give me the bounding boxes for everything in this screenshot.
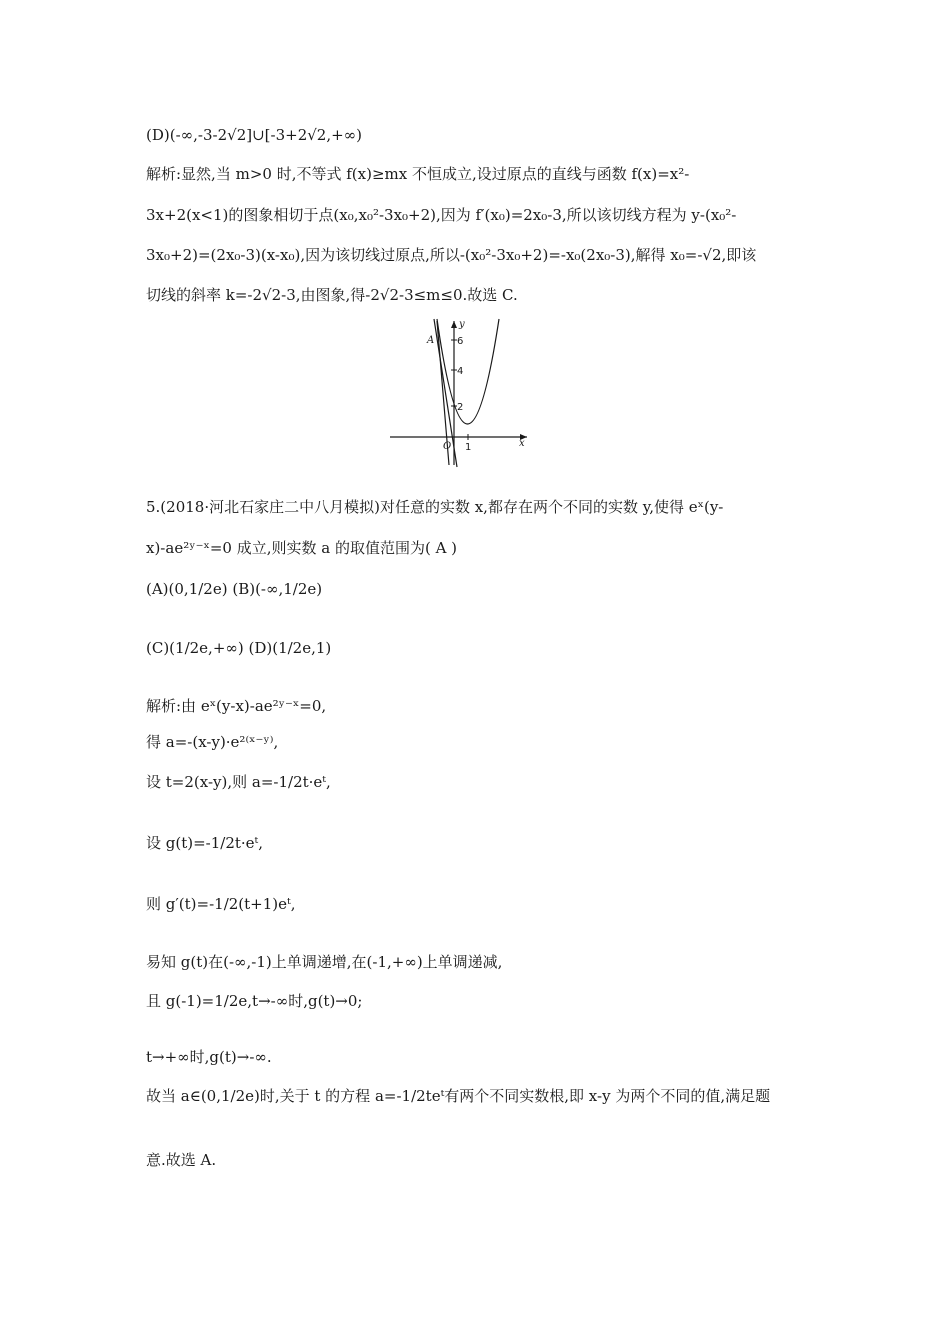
text-line-q5-options-ab: (A)(0,1/2e) (B)(-∞,1/2e) <box>146 580 323 598</box>
text-line-q5-stem-2: x)-ae²ʸ⁻ˣ=0 成立,则实数 a 的取值范围为( A ) <box>146 539 458 557</box>
text-line-q5-analysis-6: 易知 g(t)在(-∞,-1)上单调递增,在(-1,+∞)上单调递减, <box>146 953 503 971</box>
text-line-q5-analysis-3: 设 t=2(x-y),则 a=-1/2t·eᵗ, <box>146 773 331 791</box>
tick-y-2: 2 <box>457 402 464 413</box>
text-line-q5-analysis-5: 则 g′(t)=-1/2(t+1)eᵗ, <box>146 895 296 913</box>
text-line-q5-analysis-7: 且 g(-1)=1/2e,t→-∞时,g(t)→0; <box>146 992 363 1010</box>
origin-label: O <box>443 441 452 452</box>
parabola-curve <box>437 319 499 424</box>
text-line-q4-analysis-3: 3x₀+2)=(2x₀-3)(x-x₀),因为该切线过原点,所以-(x₀²-3x₀+2)=-x₀(2x₀-3),解得 x₀=-√2,即该 <box>146 246 757 264</box>
text-line-q5-analysis-2: 得 a=-(x-y)·e²⁽ˣ⁻ʸ⁾, <box>146 733 279 751</box>
y-axis-label: y <box>459 319 465 330</box>
text-line-q5-options-cd: (C)(1/2e,+∞) (D)(1/2e,1) <box>146 639 332 657</box>
function-graph-figure <box>385 315 535 475</box>
tick-y-4: 4 <box>457 366 464 377</box>
point-a-label: A <box>427 335 435 346</box>
text-line-q5-analysis-4: 设 g(t)=-1/2t·eᵗ, <box>146 834 264 852</box>
text-line-q5-analysis-9: 故当 a∈(0,1/2e)时,关于 t 的方程 a=-1/2teᵗ有两个不同实数根,即 x-y 为两个不同的值,满足题 <box>146 1087 771 1105</box>
tick-x-1: 1 <box>465 442 472 453</box>
tick-y-6: 6 <box>457 336 464 347</box>
text-line-q4-analysis-1: 解析:显然,当 m>0 时,不等式 f(x)≥mx 不恒成立,设过原点的直线与函数 f(x)=x²- <box>146 165 690 183</box>
text-line-q5-stem-1: 5.(2018·河北石家庄二中八月模拟)对任意的实数 x,都存在两个不同的实数 y,使得 eˣ(y- <box>146 498 724 516</box>
text-line-q4-option-d: (D)(-∞,-3-2√2]∪[-3+2√2,+∞) <box>146 126 363 144</box>
x-axis-label: x <box>519 438 525 449</box>
text-line-q5-analysis-1: 解析:由 eˣ(y-x)-ae²ʸ⁻ˣ=0, <box>146 697 327 715</box>
text-line-q5-analysis-10: 意.故选 A. <box>146 1151 217 1169</box>
text-line-q5-analysis-8: t→+∞时,g(t)→-∞. <box>146 1048 272 1066</box>
text-line-q4-analysis-2: 3x+2(x<1)的图象相切于点(x₀,x₀²-3x₀+2),因为 f′(x₀)=2x₀-3,所以该切线方程为 y-(x₀²- <box>146 206 737 224</box>
text-line-q4-analysis-4: 切线的斜率 k=-2√2-3,由图象,得-2√2-3≤m≤0.故选 C. <box>146 286 518 304</box>
